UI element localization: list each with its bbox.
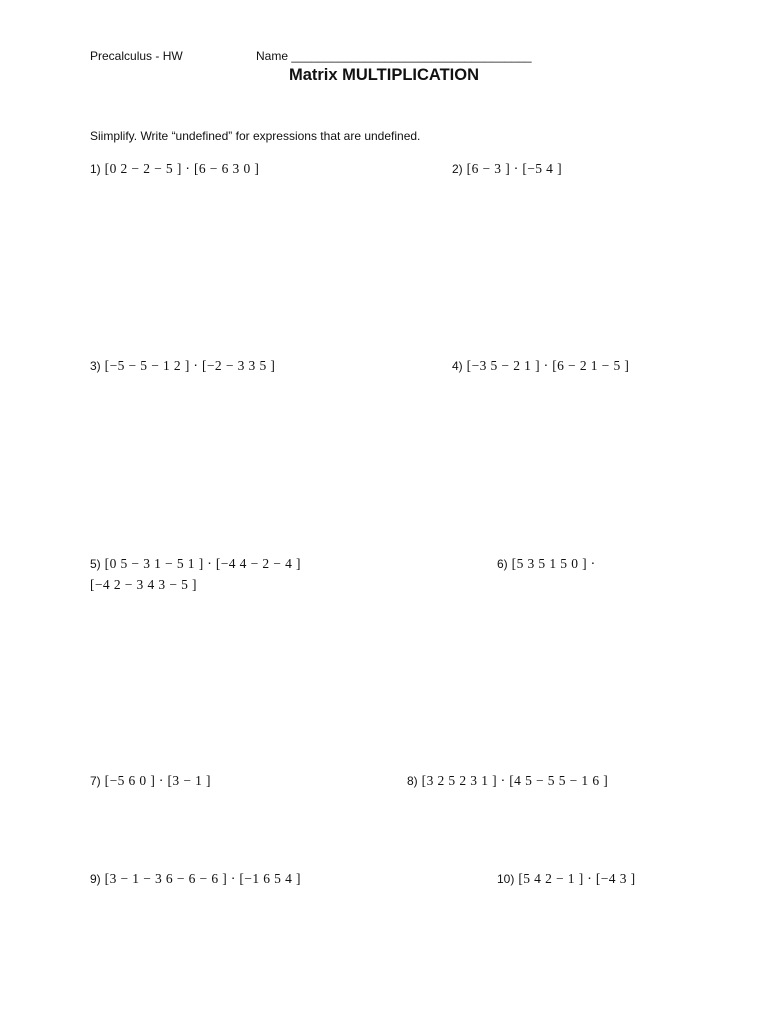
problem-expression: [−3 5 − 2 1 ] ⋅ [6 − 2 1 − 5 ] [466,358,630,373]
problem-3 [90,358,275,374]
problem-10 [497,871,636,887]
problem-expression: [0 2 − 2 − 5 ] ⋅ [6 − 6 3 0 ] [104,161,260,176]
problem-1 [90,161,259,177]
problem-expression: [−5 6 0 ] ⋅ [3 − 1 ] [104,773,211,788]
problem-expression: [5 3 5 1 5 0 ] ⋅ [511,556,596,571]
problem-number: 8) [407,774,418,788]
problem-4 [452,358,629,374]
problem-expression: [6 − 3 ] ⋅ [−5 4 ] [466,161,562,176]
problem-8 [407,773,608,789]
problem-2 [452,161,562,177]
page-title: Matrix MULTIPLICATION [288,66,480,84]
problem-expression: [−5 − 5 − 1 2 ] ⋅ [−2 − 3 3 5 ] [104,358,276,373]
problem-5 [90,556,301,572]
problem-number: 1) [90,162,101,176]
problem-number: 6) [497,557,508,571]
name-field-label: Name ____________________________________ [256,49,532,63]
problem-expression: [0 5 − 3 1 − 5 1 ] ⋅ [−4 4 − 2 − 4 ] [104,556,301,571]
problem-6 [497,556,595,572]
problem-expression: [3 − 1 − 3 6 − 6 − 6 ] ⋅ [−1 6 5 4 ] [104,871,301,886]
course-label: Precalculus - HW [90,49,183,63]
problem-5-continuation: [−4 2 − 3 4 3 − 5 ] [90,577,197,592]
problem-7 [90,773,211,789]
problem-number: 7) [90,774,101,788]
problem-number: 9) [90,872,101,886]
problem-expression: [3 2 5 2 3 1 ] ⋅ [4 5 − 5 5 − 1 6 ] [421,773,609,788]
problem-number: 3) [90,359,101,373]
instructions: Siimplify. Write “undefined” for expressions that are undefined. [90,129,421,143]
problem-number: 4) [452,359,463,373]
problem-number: 10) [497,872,515,886]
problem-9 [90,871,301,887]
problem-number: 2) [452,162,463,176]
problem-number: 5) [90,557,101,571]
problem-expression: [5 4 2 − 1 ] ⋅ [−4 3 ] [518,871,636,886]
